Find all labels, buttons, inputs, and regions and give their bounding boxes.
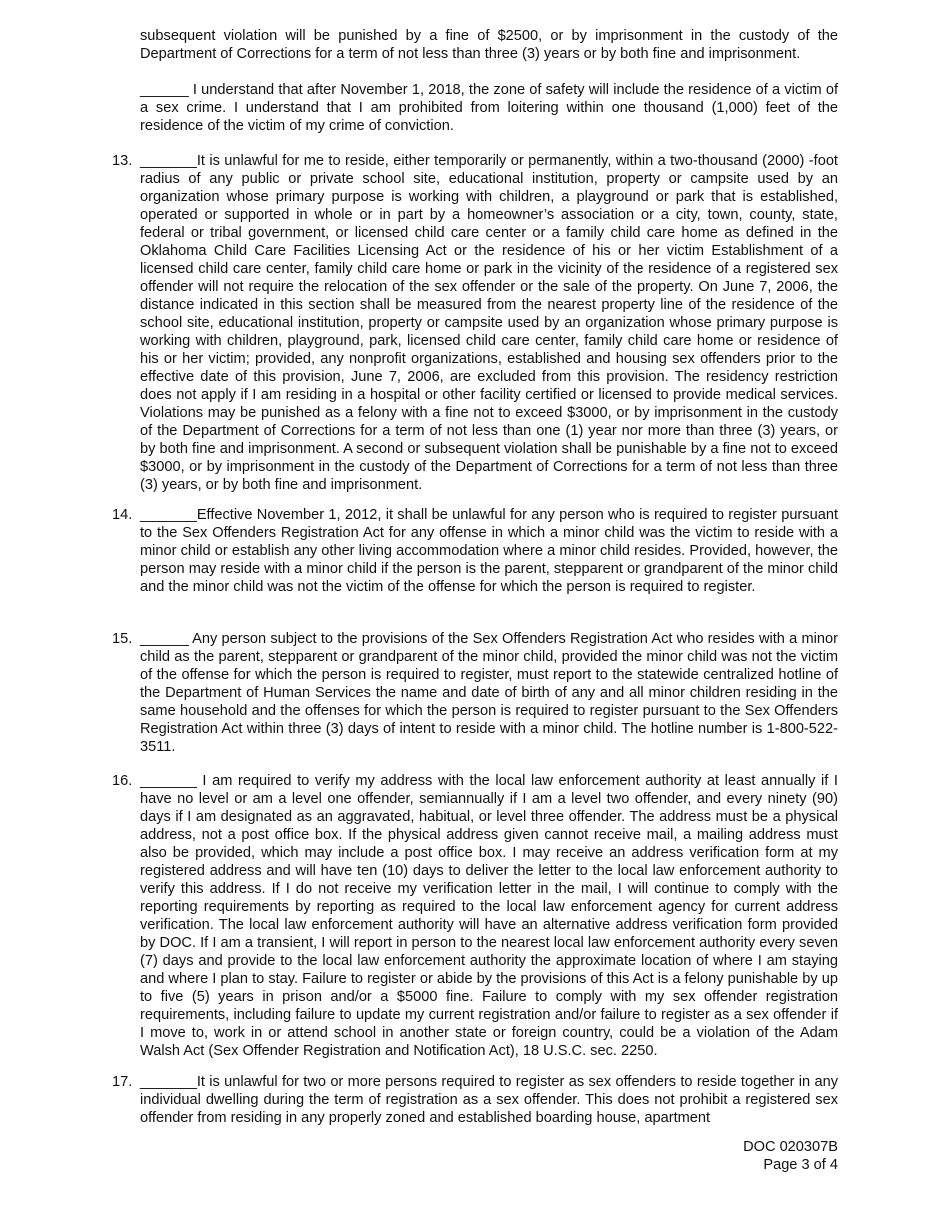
item-number-14: 14. xyxy=(112,507,133,523)
footer-page-number: Page 3 of 4 xyxy=(763,1157,838,1173)
footer-doc-id: DOC 020307B xyxy=(743,1139,838,1155)
intro-continuation: subsequent violation will be punished by a fine of $2500, or by imprisonment in the custody of the Department of Corrections for a term of not less than three (3) years or by both fine and imprisonment. xyxy=(140,28,838,62)
intro-zone-of-safety: ______ I understand that after November 1, 2018, the zone of safety will include the residence of a victim of a sex crime. I understand that I am prohibited from loitering within one thousand (1,000) feet of the residence of the victim of my crime of conviction. xyxy=(140,82,838,134)
item-number-13: 13. xyxy=(112,153,133,169)
item-text-15: ______ Any person subject to the provisions of the Sex Offenders Registration Act who resides with a minor child as the parent, stepparent or grandparent of the minor child, provided the minor child was not the victim of the offense for which the person is required to register, must report to the statewide centralized hotline of the Department of Human Services the name and date of birth of any and all minor children residing in the same household and the offenses for which the person is required to register pursuant to the Sex Offenders Registration Act within three (3) days of intent to reside with a minor child. The hotline number is 1-800-522-3511. xyxy=(140,631,838,755)
item-text-14: _______Effective November 1, 2012, it shall be unlawful for any person who is required to register pursuant to the Sex Offenders Registration Act for any offense in which a minor child was the victim to reside with a minor child or establish any other living accommodation where a minor child resides. Provided, however, the person may reside with a minor child if the person is the parent, stepparent or grandparent of the minor child and the minor child was not the victim of the offense for which the person is required to register. xyxy=(140,507,838,595)
item-text-17: _______It is unlawful for two or more persons required to register as sex offenders to reside together in any individual dwelling during the term of registration as a sex offender. This does not prohibit a registered sex offender from residing in any properly zoned and established boarding house, apartment xyxy=(140,1074,838,1126)
item-text-16: _______ I am required to verify my address with the local law enforcement authority at least annually if I have no level or am a level one offender, semiannually if I am a level two offender, and every ninety (90) days if I am designated as an aggravated, habitual, or level three offender. The address must be a physical address, not a post office box. If the physical address given cannot receive mail, a mailing address must also be provided, which may include a post office box. I may receive an address verification form at my registered address and will have ten (10) days to deliver the letter to the local law enforcement authority to verify this address. If I do not receive my verification letter in the mail, I will continue to comply with the reporting requirements by reporting as required to the local law enforcement agency for current address verification. The local law enforcement authority will have an alternative address verification form provided by DOC. If I am a transient, I will report in person to the nearest local law enforcement authority every seven (7) days and provide to the local law enforcement authority the approximate location of where I am staying and where I plan to stay. Failure to register or abide by the provisions of this Act is a felony punishable by up to five (5) years in prison and/or a $5000 fine. Failure to comply with my sex offender registration requirements, including failure to update my current registration and/or failure to register as a sex offender if I move to, work in or attend school in another state or foreign country, could be a violation of the Adam Walsh Act (Sex Offender Registration and Notification Act), 18 U.S.C. sec. 2250. xyxy=(140,773,838,1059)
item-number-17: 17. xyxy=(112,1074,133,1090)
item-text-13: _______It is unlawful for me to reside, either temporarily or permanently, within a two-thousand (2000) -foot radius of any public or private school site, educational institution, property or campsite used by an organization whose primary purpose is working with children, a playground or park that is established, operated or supported in whole or in part by a homeowner’s association or a city, town, county, state, federal or tribal government, or licensed child care center or a family child care home as defined in the Oklahoma Child Care Facilities Licensing Act or the residence of his or her victim Establishment of a licensed child care center, family child care home or park in the vicinity of the residence of a registered sex offender will not require the relocation of the sex offender or the sale of the property. On June 7, 2006, the distance indicated in this section shall be measured from the nearest property line of the residence of the school site, educational institution, property or campsite used by an organization whose primary purpose is working with children, playground, park, licensed child care center, family child care home or residence of his or her victim; provided, any nonprofit organizations, established and housing sex offenders prior to the effective date of this provision, June 7, 2006, are excluded from this provision. The residency restriction does not apply if I am residing in a hospital or other facility certified or licensed to provide medical services. Violations may be punished as a felony with a fine not to exceed $3000, or by imprisonment in the custody of the Department of Corrections for a term of not less than one (1) year nor more than three (3) years, or by both fine and imprisonment. A second or subsequent violation shall be punishable by a fine not to exceed $3000, or by imprisonment in the custody of the Department of Corrections for a term of not less than three (3) years, or by both fine and imprisonment. xyxy=(140,153,838,493)
item-number-15: 15. xyxy=(112,631,133,647)
item-number-16: 16. xyxy=(112,773,133,789)
